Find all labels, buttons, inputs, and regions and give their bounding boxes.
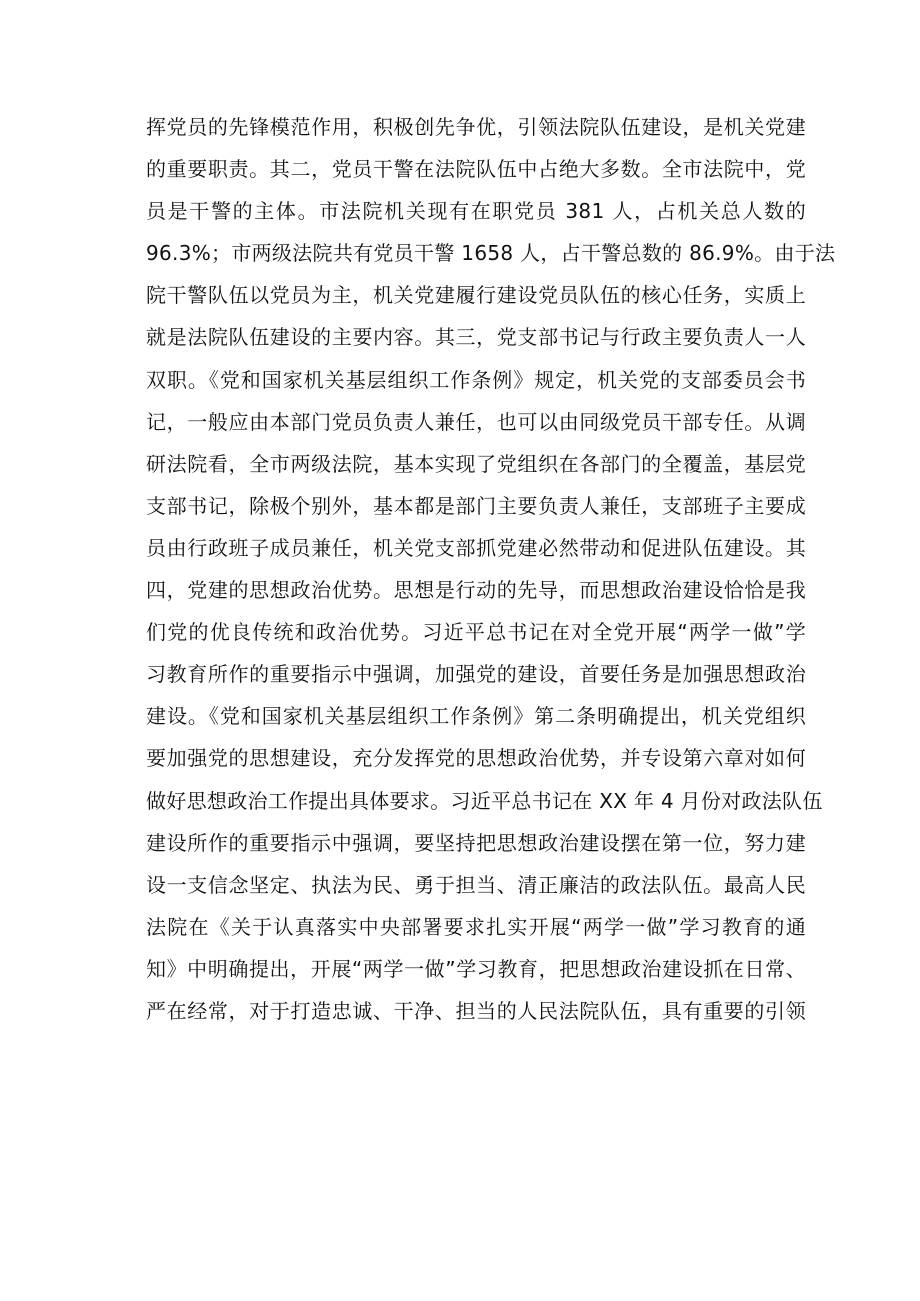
text-line: 习教育所作的重要指示中强调，加强党的建设，首要任务是加强思想政治 [146,662,806,687]
text-line: 96.3%；市两级法院共有党员干警 1658 人，占干警总数的 86.9%。由于法 [146,241,836,266]
text-line: 的重要职责。其二，党员干警在法院队伍中占绝大多数。全市法院中，党 [146,157,806,182]
text-line: 严在经常，对于打造忠诚、干净、担当的人民法院队伍，具有重要的引领 [146,998,806,1023]
text-line: 研法院看，全市两级法院，基本实现了党组织在各部门的全覆盖，基层党 [146,451,806,476]
text-line: 建设所作的重要指示中强调，要坚持把思想政治建设摆在第一位，努力建 [146,830,806,855]
text-line: 知》中明确提出，开展“两学一做”学习教育，把思想政治建设抓在日常、 [146,956,806,981]
text-line: 做好思想政治工作提出具体要求。习近平总书记在 XX 年 4 月份对政法队伍 [146,788,823,813]
text-line: 四，党建的思想政治优势。思想是行动的先导，而思想政治建设恰恰是我 [146,578,806,603]
text-line: 建设。《党和国家机关基层组织工作条例》第二条明确提出，机关党组织 [146,704,806,729]
text-line: 院干警队伍以党员为主，机关党建履行建设党员队伍的核心任务，实质上 [146,283,806,308]
text-line: 记，一般应由本部门党员负责人兼任，也可以由同级党员干部专任。从调 [146,409,806,434]
text-line: 挥党员的先锋模范作用，积极创先争优，引领法院队伍建设，是机关党建 [146,115,806,139]
text-line: 员由行政班子成员兼任，机关党支部抓党建必然带动和促进队伍建设。其 [146,535,806,560]
text-line: 们党的优良传统和政治优势。习近平总书记在对全党开展“两学一做”学 [146,620,806,645]
text-line: 员是干警的主体。市法院机关现有在职党员 381 人，占机关总人数的 [146,199,806,224]
text-line: 就是法院队伍建设的主要内容。其三，党支部书记与行政主要负责人一人 [146,325,806,350]
text-line: 设一支信念坚定、执法为民、勇于担当、清正廉洁的政法队伍。最高人民 [146,872,806,897]
text-line: 双职。《党和国家机关基层组织工作条例》规定，机关党的支部委员会书 [146,367,806,392]
body-paragraph [146,106,836,1032]
text-line: 法院在《关于认真落实中央部署要求扎实开展“两学一做”学习教育的通 [146,914,806,939]
text-line: 要加强党的思想建设，充分发挥党的思想政治优势，并专设第六章对如何 [146,746,806,771]
text-line: 支部书记，除极个别外，基本都是部门主要负责人兼任，支部班子主要成 [146,493,806,518]
